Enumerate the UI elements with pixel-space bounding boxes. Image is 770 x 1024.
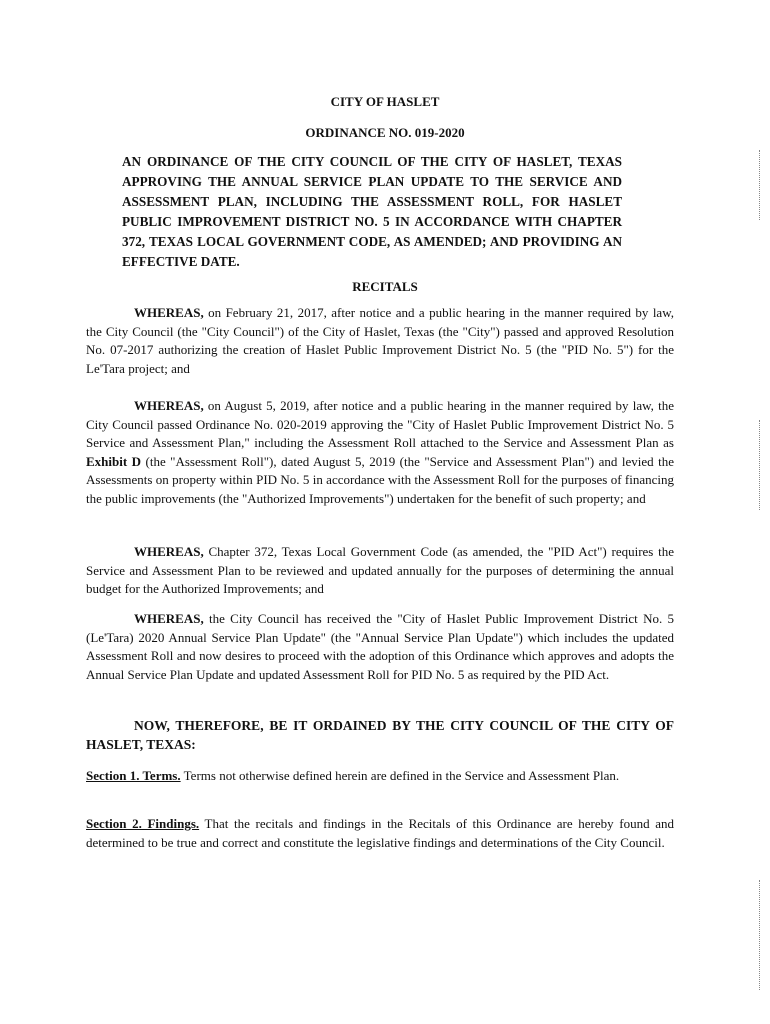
recital-paragraph-1 [86, 304, 674, 378]
recitals-heading: RECITALS [352, 279, 418, 294]
recital-text-3: Chapter 372, Texas Local Government Code (as amended, the "PID Act") requires the Service and Assessment Plan to be reviewed and updated annually for the purposes of determining the annual budget for the Authorized Improvements; and [86, 544, 674, 596]
recital-paragraph-2 [86, 397, 674, 508]
section-1 [86, 767, 674, 786]
ordained-clause: NOW, THEREFORE, BE IT ORDAINED BY THE CITY COUNCIL OF THE CITY OF HASLET, TEXAS: [86, 718, 674, 752]
recital-text-2: on August 5, 2019, after notice and a public hearing in the manner required by law, the City Council passed Ordinance No. 020-2019 approving the "City of Haslet Public Improvement District No. 5 Service and Assessment Plan," including the Assessment Roll attached to the Service and Assessment Plan as [86, 398, 674, 450]
recital-paragraph-3 [86, 543, 674, 599]
recital-text-4: the City Council has received the "City of Haslet Public Improvement District No. 5 (Le'Tara) 2020 Annual Service Plan Update" (the "Annual Service Plan Update") which includes the updated Assessment Roll and now desires to proceed with the adoption of this Ordinance which approves and adopts the Annual Service Plan Update and updated Assessment Roll for PID No. 5 as required by the PID Act. [86, 611, 674, 682]
whereas-label: WHEREAS, [134, 611, 204, 626]
scan-edge-mark [758, 880, 760, 990]
section-2-text: That the recitals and findings in the Recitals of this Ordinance are hereby found and determined to be true and correct and constitute the legislative findings and determinations of the City Council. [86, 816, 674, 850]
ordinance-title: AN ORDINANCE OF THE CITY COUNCIL OF THE CITY OF HASLET, TEXAS APPROVING THE ANNUAL SERVICE PLAN UPDATE TO THE SERVICE AND ASSESSMENT PLAN, INCLUDING THE ASSESSMENT ROLL, FOR HASLET PUBLIC IMPROVEMENT DISTRICT NO. 5 IN ACCORDANCE WITH CHAPTER 372, TEXAS LOCAL GOVERNMENT CODE, AS AMENDED; AND PROVIDING AN EFFECTIVE DATE. [122, 154, 622, 269]
recital-paragraph-4 [86, 610, 674, 684]
section-2-heading: Section 2. Findings. [86, 816, 200, 831]
recital-text-1: on February 21, 2017, after notice and a public hearing in the manner required by law, the City Council (the "City Council") of the City of Haslet, Texas (the "City") passed and approved Resolution No. 07-2017 authorizing the creation of Haslet Public Improvement District No. 5 (the "PID No. 5") for the Le'Tara project; and [86, 305, 674, 376]
whereas-label: WHEREAS, [134, 305, 204, 320]
section-1-heading: Section 1. Terms. [86, 768, 181, 783]
section-1-text: Terms not otherwise defined herein are defined in the Service and Assessment Plan. [180, 768, 620, 783]
city-heading: CITY OF HASLET [330, 94, 440, 109]
whereas-label: WHEREAS, [134, 398, 204, 413]
exhibit-reference: Exhibit D [86, 453, 142, 469]
scan-edge-mark [758, 150, 760, 220]
ordinance-number: ORDINANCE NO. 019-2020 [305, 125, 465, 140]
scan-edge-mark [758, 420, 760, 510]
whereas-label: WHEREAS, [134, 544, 204, 559]
recital-text-2-tail: (the "Assessment Roll"), dated August 5, 2019 (the "Service and Assessment Plan") and levied the Assessments on property within PID No. 5 in accordance with the Assessment Roll for the purposes of financing the public improvements (the "Authorized Improvements") undertaken for the benefit of such property; and [86, 453, 674, 506]
section-2 [86, 815, 674, 852]
